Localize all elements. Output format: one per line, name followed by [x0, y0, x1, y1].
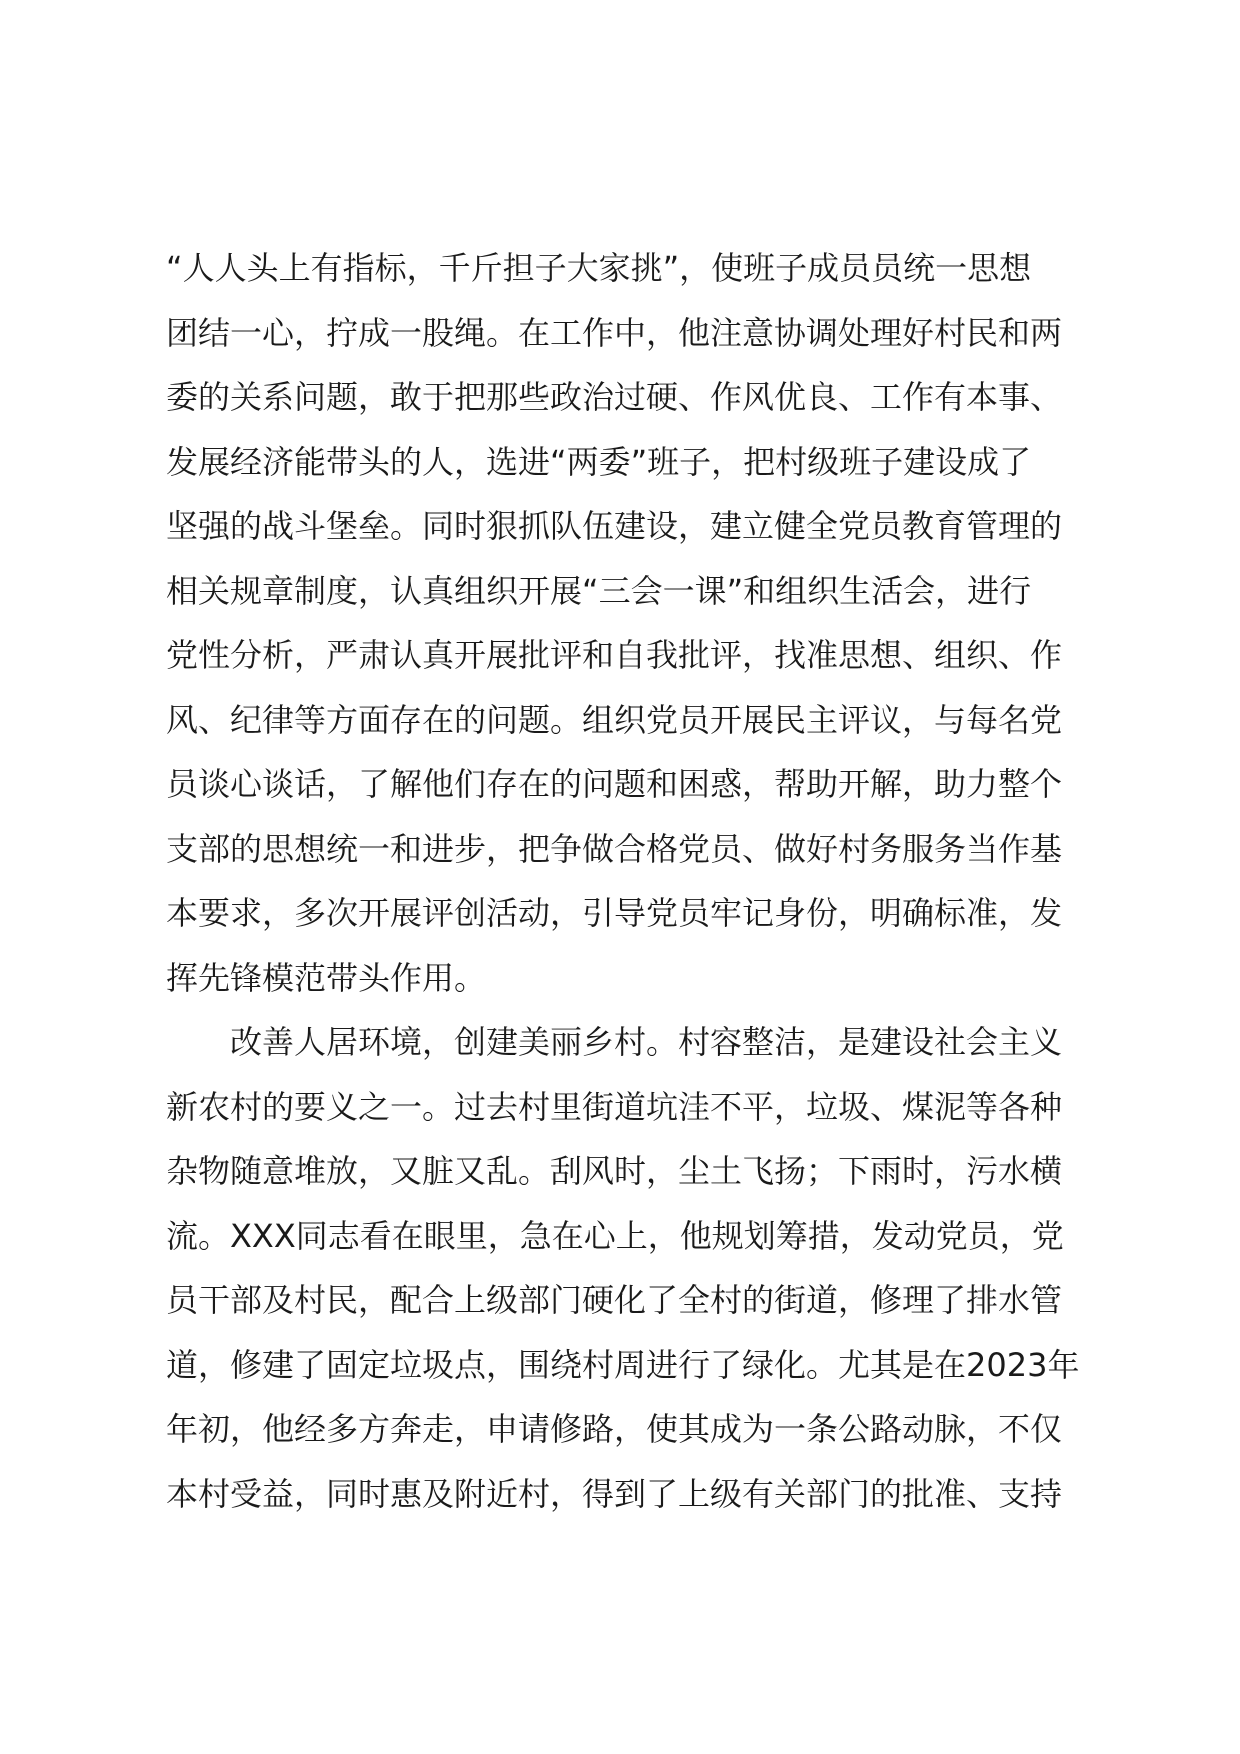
text-line: 流。XXX同志看在眼里，急在心上，他规划筹措，发动党员，党	[166, 1216, 1064, 1255]
text-line: 支部的思想统一和进步，把争做合格党员、做好村务服务当作基	[166, 829, 1063, 868]
text-line: 改善人居环境，创建美丽乡村。村容整洁，是建设社会主义	[166, 1023, 1063, 1061]
text-line: 道，修建了固定垃圾点，围绕村周进行了绿化。尤其是在2023年	[166, 1345, 1080, 1384]
text-line: 团结一心，拧成一股绳。在工作中，他注意协调处理好村民和两	[166, 313, 1063, 352]
text-line: “人人头上有指标，千斤担子大家挑”，使班子成员员统一思想	[166, 249, 1032, 287]
text-line: 员谈心谈话，了解他们存在的问题和困惑，帮助开解，助力整个	[166, 765, 1063, 803]
text-line: 委的关系问题，敢于把那些政治过硬、作风优良、工作有本事、	[166, 378, 1063, 416]
text-line: 年初，他经多方奔走，申请修路，使其成为一条公路动脉，不仅	[166, 1410, 1063, 1448]
text-line: 杂物随意堆放，又脏又乱。刮风时，尘土飞扬；下雨时，污水横	[166, 1152, 1063, 1190]
text-line: 坚强的战斗堡垒。同时狠抓队伍建设，建立健全党员教育管理的	[166, 507, 1063, 545]
text-line: 员干部及村民，配合上级部门硬化了全村的街道，修理了排水管	[166, 1281, 1063, 1319]
text-line: 发展经济能带头的人，选进“两委”班子，把村级班子建设成了	[166, 442, 1032, 481]
text-line: 本村受益，同时惠及附近村，得到了上级有关部门的批准、支持	[166, 1474, 1063, 1513]
text-line: 党性分析，严肃认真开展批评和自我批评，找准思想、组织、作	[166, 636, 1063, 674]
text-line: 风、纪律等方面存在的问题。组织党员开展民主评议，与每名党	[166, 700, 1063, 739]
text-line: 新农村的要义之一。过去村里街道坑洼不平，垃圾、煤泥等各种	[166, 1087, 1063, 1126]
body-text	[166, 236, 1096, 1526]
text-line: 本要求，多次开展评创活动，引导党员牢记身份，明确标准，发	[166, 894, 1063, 932]
text-line: 挥先锋模范带头作用。	[166, 958, 487, 997]
text-line: 相关规章制度，认真组织开展“三会一课”和组织生活会，进行	[166, 571, 1032, 610]
